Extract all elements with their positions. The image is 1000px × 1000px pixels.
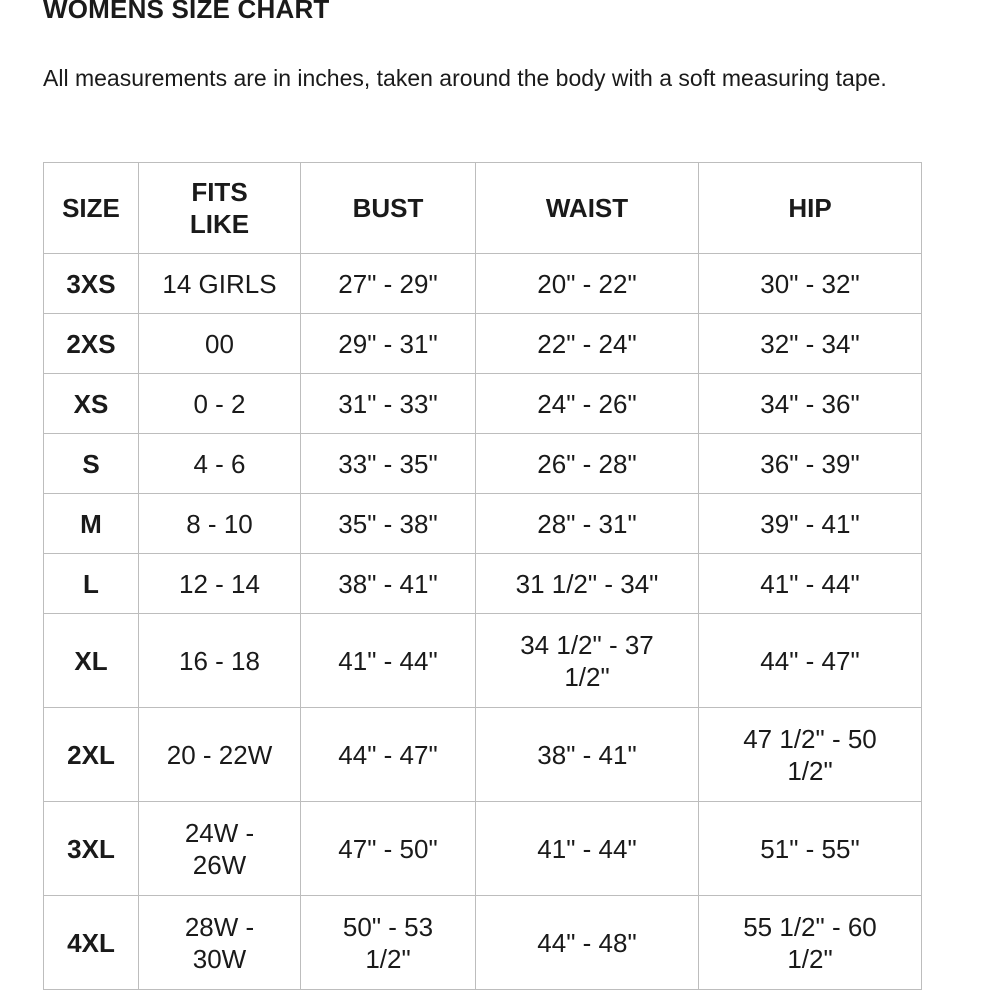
header-hip: HIP <box>699 163 922 254</box>
cell-size: 2XL <box>44 708 139 802</box>
cell-bust: 50" - 53 1/2" <box>301 896 476 990</box>
cell-hip: 34" - 36" <box>699 374 922 434</box>
cell-fits-like: 8 - 10 <box>139 494 301 554</box>
cell-hip: 47 1/2" - 50 1/2" <box>699 708 922 802</box>
cell-waist: 20" - 22" <box>476 254 699 314</box>
cell-bust: 38" - 41" <box>301 554 476 614</box>
cell-hip: 36" - 39" <box>699 434 922 494</box>
cell-bust: 31" - 33" <box>301 374 476 434</box>
table-row <box>44 708 922 802</box>
cell-size: L <box>44 554 139 614</box>
cell-size: XL <box>44 614 139 708</box>
cell-fits-like: 20 - 22W <box>139 708 301 802</box>
cell-bust: 35" - 38" <box>301 494 476 554</box>
cell-size: 3XL <box>44 802 139 896</box>
cell-fits-like: 14 GIRLS <box>139 254 301 314</box>
cell-hip: 39" - 41" <box>699 494 922 554</box>
table-row <box>44 494 922 554</box>
cell-fits-like: 24W - 26W <box>139 802 301 896</box>
cell-size: S <box>44 434 139 494</box>
cell-size: M <box>44 494 139 554</box>
cell-waist: 22" - 24" <box>476 314 699 374</box>
cell-bust: 44" - 47" <box>301 708 476 802</box>
cell-hip: 32" - 34" <box>699 314 922 374</box>
cell-size: 3XS <box>44 254 139 314</box>
cell-waist: 24" - 26" <box>476 374 699 434</box>
cell-bust: 27" - 29" <box>301 254 476 314</box>
header-waist: WAIST <box>476 163 699 254</box>
cell-waist: 28" - 31" <box>476 494 699 554</box>
cell-waist: 38" - 41" <box>476 708 699 802</box>
measurement-note: All measurements are in inches, taken around the body with a soft measuring tape. <box>43 65 887 91</box>
cell-hip: 41" - 44" <box>699 554 922 614</box>
cell-bust: 41" - 44" <box>301 614 476 708</box>
cell-waist: 31 1/2" - 34" <box>476 554 699 614</box>
cell-fits-like: 28W - 30W <box>139 896 301 990</box>
cell-size: 2XS <box>44 314 139 374</box>
page-title: WOMENS SIZE CHART <box>43 0 330 24</box>
table-row <box>44 896 922 990</box>
table-row <box>44 374 922 434</box>
header-size: SIZE <box>44 163 139 254</box>
table-row <box>44 434 922 494</box>
table-row <box>44 802 922 896</box>
cell-size: XS <box>44 374 139 434</box>
cell-waist: 26" - 28" <box>476 434 699 494</box>
cell-fits-like: 12 - 14 <box>139 554 301 614</box>
cell-hip: 30" - 32" <box>699 254 922 314</box>
table-row <box>44 314 922 374</box>
header-row <box>44 163 922 254</box>
cell-size: 4XL <box>44 896 139 990</box>
cell-waist: 34 1/2" - 37 1/2" <box>476 614 699 708</box>
cell-hip: 44" - 47" <box>699 614 922 708</box>
cell-hip: 55 1/2" - 60 1/2" <box>699 896 922 990</box>
table-row <box>44 614 922 708</box>
header-bust: BUST <box>301 163 476 254</box>
cell-waist: 41" - 44" <box>476 802 699 896</box>
cell-bust: 29" - 31" <box>301 314 476 374</box>
cell-fits-like: 4 - 6 <box>139 434 301 494</box>
cell-fits-like: 00 <box>139 314 301 374</box>
cell-fits-like: 0 - 2 <box>139 374 301 434</box>
table-row <box>44 554 922 614</box>
cell-bust: 47" - 50" <box>301 802 476 896</box>
header-fits-like: FITS LIKE <box>139 163 301 254</box>
size-chart-table <box>43 162 922 990</box>
cell-fits-like: 16 - 18 <box>139 614 301 708</box>
cell-hip: 51" - 55" <box>699 802 922 896</box>
cell-bust: 33" - 35" <box>301 434 476 494</box>
cell-waist: 44" - 48" <box>476 896 699 990</box>
table-body <box>44 254 922 990</box>
table-row <box>44 254 922 314</box>
